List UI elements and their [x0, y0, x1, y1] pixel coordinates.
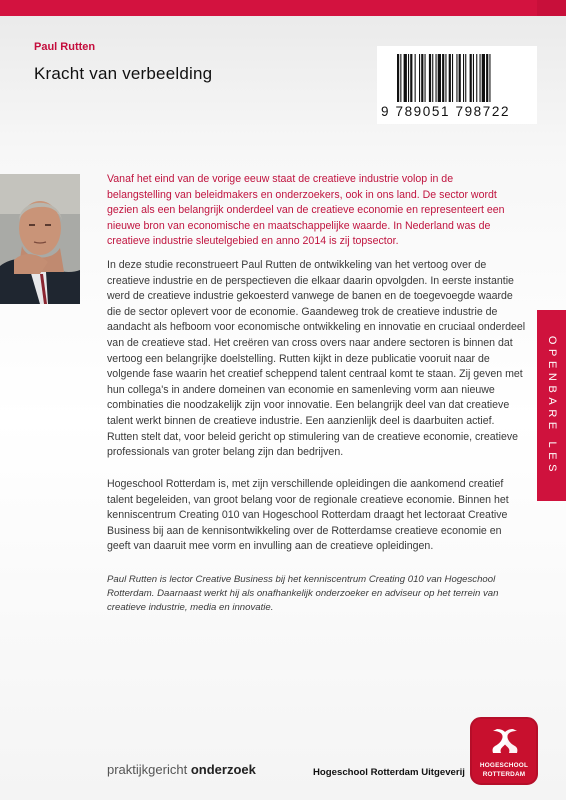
author-bio: Paul Rutten is lector Creative Business bij het kenniscentrum Creating 010 van Hogeschool Rotterdam. Daarnaast werkt hij als onafhankelijk onderzoeker en adviseur op het terrein van creatieve industrie, media en innovatie.	[107, 574, 499, 613]
side-tab-label: OPENBARE LES	[545, 335, 558, 476]
series-bold: onderzoek	[190, 762, 256, 777]
logo-line-1: HOGESCHOOL	[479, 762, 529, 769]
isbn-number: 9 789051 798722	[381, 104, 511, 119]
logo-line-2: ROTTERDAM	[482, 771, 526, 778]
book-title: Kracht van verbeelding	[34, 64, 213, 83]
logo-emblem-icon	[487, 725, 521, 759]
publisher-name: Hogeschool Rotterdam Uitgeverij	[313, 767, 465, 778]
body-paragraph-1: In deze studie reconstrueert Paul Rutten de ontwikkeling van het vertoog over de creatieve industrie en de perspectieven die elkaar daarin opvolgden. In eerste instantie werd de creatieve industrie gekoesterd vanwege de banen en de toegevoegde waarde die de sector oplevert voor de economie. Gaandeweg trok de creatieve industrie de aandacht als hefboom voor economische ontwikkeling en innovatie en cruciaal onderdeel van de creatieve stad. Het creëren van cross overs naar andere sectoren is binnen dat vertoog een belangrijke doelstelling. Rutten kijkt in deze publicatie vooruit naar de volgende fase waarin het creatief scheppend talent centraal komt te staan. Zij geven met hun collega's in andere domeinen van economie en samenleving vorm aan nieuwe combinaties die noodzakelijk zijn voor innovatie. Een belangrijk deel van dat creatieve talent werkt binnen de creatieve industrie. Een aanzienlijk deel is daarbuiten actief. Rutten stelt dat, voor beleid gericht op stimulering van de creatieve economie, creatieve professionals van groter belang zijn dan bedrijven.	[107, 259, 526, 459]
body-paragraph-2: Hogeschool Rotterdam is, met zijn verschillende opleidingen die aankomend creatief talent begeleiden, van groot belang voor de regionale creatieve economie. Binnen het kenniscentrum Creating 010 van Hogeschool Rotterdam draagt het lectoraat Creative Business bij aan de kennisontwikkeling over de Rotterdamse creatieve economie en geeft van daaruit mee vorm en invulling aan de creatieve opleidingen.	[107, 478, 509, 553]
series-wordmark	[107, 762, 256, 777]
barcode	[377, 46, 537, 124]
series-side-tab	[537, 310, 566, 501]
top-accent-bar-end	[537, 0, 566, 16]
hogeschool-rotterdam-logo-icon	[470, 717, 538, 785]
author-photo	[0, 174, 80, 304]
author-name: Paul Rutten	[34, 41, 96, 53]
top-accent-bar	[0, 0, 566, 16]
series-regular: praktijkgericht	[107, 762, 188, 777]
lead-paragraph: Vanaf het eind van de vorige eeuw staat de creatieve industrie volop in de belangstelling van beleidmakers en onderzoekers, ook in ons land. De sector wordt gezien als een belangrijk onderdeel van de creatieve economie en representeert een nieuwe bron van economische en maatschappelijke waarde. In Nederland was de creatieve industrie sleutelgebied en anno 2014 is zij topsector.	[107, 173, 505, 248]
barcode-icon	[397, 54, 521, 102]
